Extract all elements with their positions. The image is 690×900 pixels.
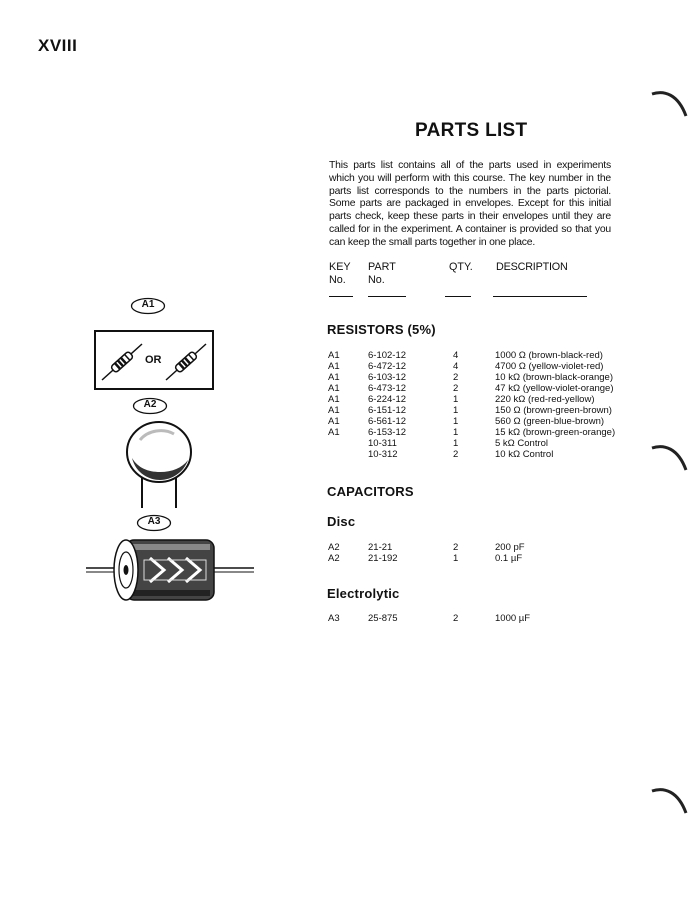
row-key: A1 — [328, 416, 340, 427]
figure-a1-label — [130, 297, 166, 315]
row-key: A2 — [328, 542, 340, 553]
binder-hole-mark-bottom — [650, 783, 690, 817]
figure-a1-or-text: OR — [145, 354, 162, 366]
row-description: 15 kΩ (brown-green-orange) — [495, 427, 616, 438]
row-qty: 4 — [453, 350, 459, 361]
row-description: 1000 Ω (brown-black-red) — [495, 350, 603, 361]
binder-hole-mark-middle — [650, 440, 690, 474]
column-qty-underline — [445, 287, 471, 297]
row-part: 6-473-12 — [368, 383, 407, 394]
row-qty: 2 — [453, 542, 459, 553]
page-number: XVIII — [38, 36, 78, 55]
row-description: 150 Ω (brown-green-brown) — [495, 405, 612, 416]
row-qty: 1 — [453, 553, 459, 564]
row-key: A1 — [328, 427, 340, 438]
row-key: A2 — [328, 553, 340, 564]
row-part: 10-311 — [368, 438, 397, 449]
row-part: 6-472-12 — [368, 361, 407, 372]
row-description: 200 pF — [495, 542, 525, 553]
column-part — [368, 261, 406, 297]
row-part: 25-875 — [368, 613, 398, 624]
row-key: A1 — [328, 350, 340, 361]
row-part: 10-312 — [368, 449, 398, 460]
row-description: 4700 Ω (yellow-violet-red) — [495, 361, 604, 372]
intro-paragraph: This parts list contains all of the parts used in experiments which you will perform with this course. The key number in the parts list corresponds to the numbers in the parts pictorial. Some parts are packaged in envelopes. Except for this initial parts check, keep these parts in their envelopes until they are called for in the experiment. A container is provided so that you can keep the small parts together in one place. — [329, 160, 611, 248]
figure-a3-label-text: A3 — [147, 516, 161, 527]
row-key: A1 — [328, 383, 340, 394]
section-resistors: RESISTORS (5%) — [327, 322, 436, 337]
row-key: A1 — [328, 361, 340, 372]
column-description-label: DESCRIPTION — [496, 261, 568, 273]
row-part: 21-192 — [368, 553, 398, 564]
row-qty: 1 — [453, 416, 459, 427]
row-qty: 1 — [453, 394, 459, 405]
row-description: 1000 µF — [495, 613, 531, 624]
section-disc: Disc — [327, 514, 356, 529]
row-part: 6-224-12 — [368, 394, 407, 405]
row-qty: 1 — [453, 438, 459, 449]
row-part: 6-153-12 — [368, 427, 407, 438]
column-description — [493, 261, 587, 297]
row-qty: 2 — [453, 372, 459, 383]
row-key: A1 — [328, 405, 340, 416]
row-part: 21-21 — [368, 542, 393, 553]
row-key: A1 — [328, 394, 340, 405]
row-qty: 1 — [453, 405, 459, 416]
row-part: 6-151-12 — [368, 405, 407, 416]
row-description: 10 kΩ Control — [495, 449, 554, 460]
figure-a2-label-text: A2 — [143, 399, 157, 410]
row-description: 0.1 µF — [495, 553, 523, 564]
row-qty: 2 — [453, 383, 459, 394]
row-description: 220 kΩ (red-red-yellow) — [495, 394, 595, 405]
row-description: 47 kΩ (yellow-violet-orange) — [495, 383, 614, 394]
column-description-underline — [493, 287, 587, 297]
page-title: PARTS LIST — [415, 120, 528, 141]
column-key-underline — [329, 287, 353, 297]
row-qty: 4 — [453, 361, 459, 372]
column-qty — [445, 261, 471, 297]
figure-a2-label — [132, 397, 168, 415]
section-capacitors: CAPACITORS — [327, 484, 414, 499]
row-description: 560 Ω (green-blue-brown) — [495, 416, 605, 427]
column-part-line1: PART — [368, 261, 396, 273]
column-part-underline — [368, 287, 406, 297]
row-qty: 2 — [453, 613, 459, 624]
column-key-line2: No. — [329, 274, 346, 286]
row-description: 10 kΩ (brown-black-orange) — [495, 372, 613, 383]
column-key — [329, 261, 353, 297]
section-electrolytic: Electrolytic — [327, 586, 400, 601]
figure-a1-label-text: A1 — [141, 299, 155, 310]
column-key-line1: KEY — [329, 261, 351, 273]
figure-a1-resistors — [94, 330, 214, 390]
row-description: 5 kΩ Control — [495, 438, 549, 449]
row-part: 6-561-12 — [368, 416, 407, 427]
column-part-line2: No. — [368, 274, 385, 286]
binder-hole-mark-top — [650, 86, 690, 120]
disc-capacitor-icon — [120, 418, 200, 510]
row-qty: 1 — [453, 427, 459, 438]
row-key: A3 — [328, 613, 340, 624]
row-qty: 2 — [453, 449, 459, 460]
row-part: 6-103-12 — [368, 372, 407, 383]
column-qty-label: QTY. — [449, 261, 473, 273]
electrolytic-capacitor-icon — [86, 530, 256, 610]
row-part: 6-102-12 — [368, 350, 407, 361]
row-key: A1 — [328, 372, 340, 383]
